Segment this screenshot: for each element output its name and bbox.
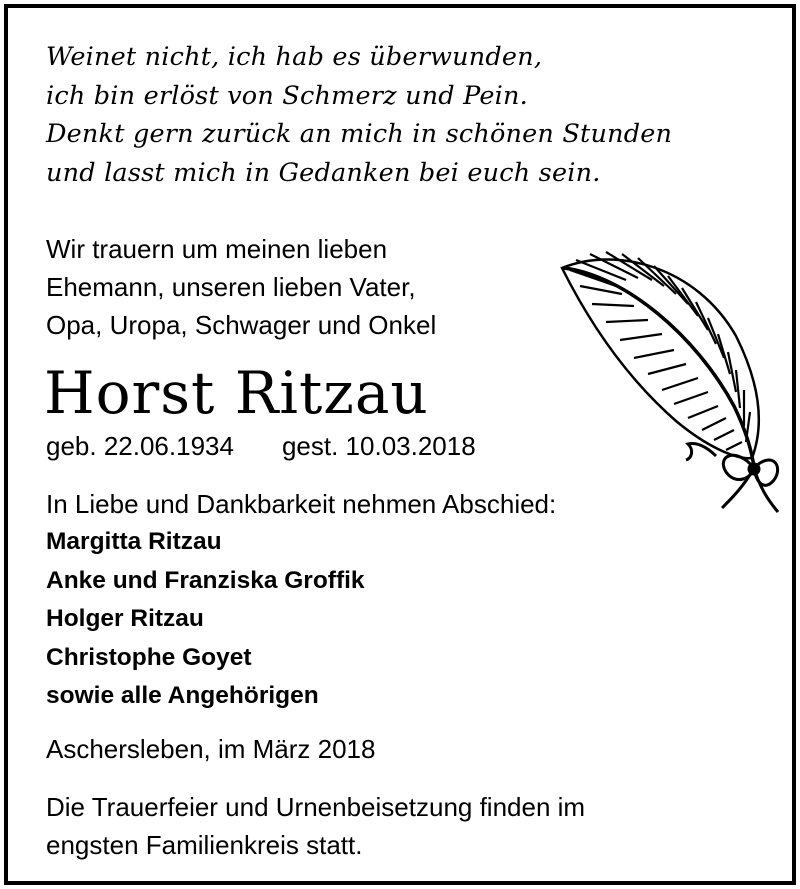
notice-line: Die Trauerfeier und Urnenbeisetzung finden im	[46, 792, 586, 822]
poem-line: ich bin erlöst von Schmerz und Pein.	[46, 80, 528, 111]
mourner-name: Christophe Goyet	[46, 643, 252, 671]
place-date: Aschersleben, im März 2018	[46, 734, 376, 764]
intro-line: Wir trauern um meinen lieben	[46, 234, 388, 264]
intro-line: Opa, Uropa, Schwager und Onkel	[46, 310, 437, 340]
mourning-intro	[46, 230, 436, 344]
feather-icon	[556, 246, 786, 516]
mourner-name: Holger Ritzau	[46, 605, 204, 632]
poem	[46, 38, 672, 192]
notice-line: engsten Familienkreis statt.	[46, 830, 363, 860]
funeral-notice	[46, 788, 585, 864]
mourner-name: sowie alle Angehörigen	[46, 682, 319, 709]
intro-line: Ehemann, unseren lieben Vater,	[46, 272, 416, 302]
birth-date: geb. 22.06.1934	[46, 431, 234, 461]
mourners-list	[46, 523, 365, 716]
poem-line: und lasst mich in Gedanken bei euch sein.	[46, 157, 601, 188]
death-date: gest. 10.03.2018	[281, 431, 476, 461]
obituary-frame	[4, 4, 796, 885]
poem-line: Weinet nicht, ich hab es überwunden,	[46, 42, 543, 72]
deceased-name: Horst Ritzau	[44, 359, 429, 427]
farewell-line: In Liebe und Dankbarkeit nehmen Abschied:	[46, 489, 557, 519]
life-dates	[46, 428, 476, 464]
mourner-name: Anke und Franziska Groffik	[46, 566, 365, 594]
mourner-name: Margitta Ritzau	[46, 528, 222, 555]
poem-line: Denkt gern zurück an mich in schönen Stunden	[46, 119, 673, 149]
